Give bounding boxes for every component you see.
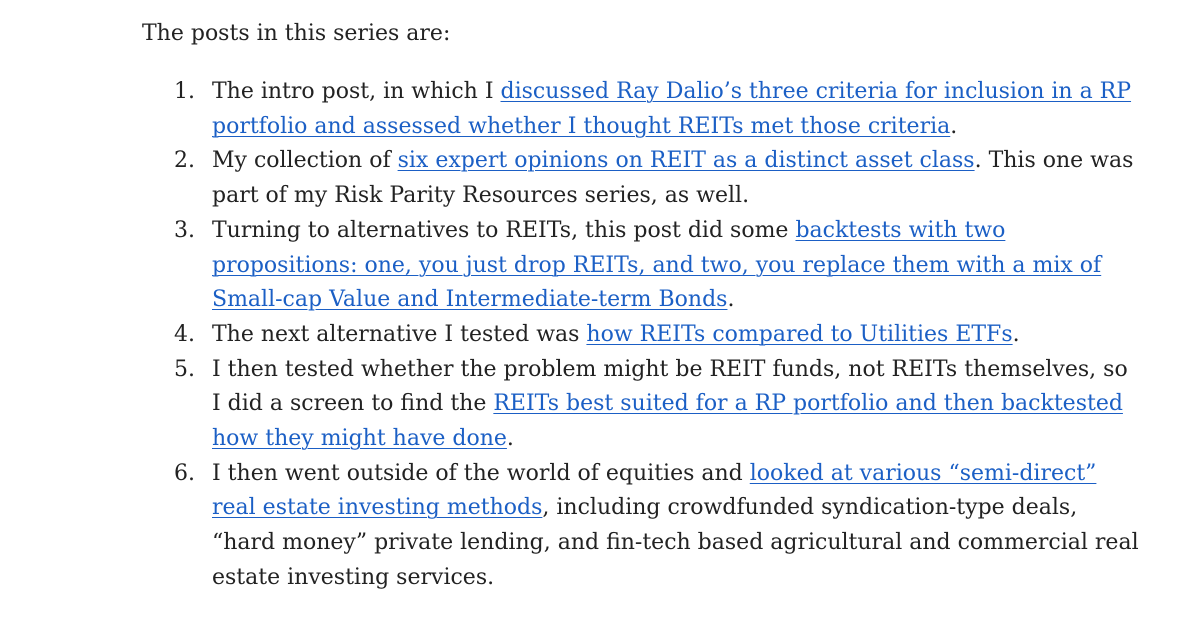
- list-item-text: I then tested whether the problem might be REIT funds, not REITs themselves, so I did a screen to find the: [212, 356, 1128, 417]
- intro-text: The posts in this series are:: [142, 21, 451, 46]
- list-item: [174, 144, 1142, 213]
- post-link[interactable]: backtests with two propositions: one, you just drop REITs, and two, you replace them with a mix of Small-cap Value and Intermediate-term Bonds: [212, 217, 1102, 313]
- list-item-text: . This one was part of my Risk Parity Resources series, as well.: [212, 148, 1134, 209]
- list-item: [174, 318, 1142, 353]
- list-item: [174, 457, 1142, 596]
- post-link[interactable]: looked at various “semi-direct” real estate investing methods: [212, 460, 1097, 521]
- list-item-number: 2.: [174, 148, 195, 174]
- list-item-text: Turning to alternatives to REITs, this post did some: [212, 217, 796, 243]
- post-link[interactable]: six expert opinions on REIT as a distinct asset class: [397, 148, 975, 174]
- list-item: [174, 75, 1142, 144]
- list-item-text: .: [727, 287, 735, 313]
- list-item-text: , including crowdfunded syndication-type deals, “hard money” private lending, and fin-tech based agricultural and commercial real estate investing services.: [212, 495, 1139, 590]
- list-item-number: 3.: [174, 217, 195, 243]
- list-item-number: 4.: [174, 321, 195, 347]
- list-item-text: My collection of: [212, 148, 398, 174]
- list-item-number: 1.: [174, 79, 195, 104]
- list-item-text: .: [1012, 321, 1020, 347]
- post-link[interactable]: discussed Ray Dalio’s three criteria for inclusion in a RP portfolio and assessed whether I thought REITs met those criteria: [212, 79, 1132, 139]
- list-item-number: 5.: [174, 356, 195, 382]
- list-item-text: I then went outside of the world of equities and: [212, 460, 750, 486]
- list-item-text: The next alternative I tested was: [212, 321, 587, 347]
- list-item-number: 6.: [174, 460, 195, 486]
- post-link[interactable]: REITs best suited for a RP portfolio and then backtested how they might have done: [212, 391, 1123, 452]
- list-item-text: .: [506, 426, 514, 452]
- list-item: [174, 353, 1142, 457]
- series-post-list: [142, 75, 1142, 596]
- list-item-text: The intro post, in which I: [212, 79, 501, 104]
- list-item: [174, 214, 1142, 318]
- list-item-text: .: [950, 113, 958, 139]
- post-link[interactable]: how REITs compared to Utilities ETFs: [586, 321, 1013, 347]
